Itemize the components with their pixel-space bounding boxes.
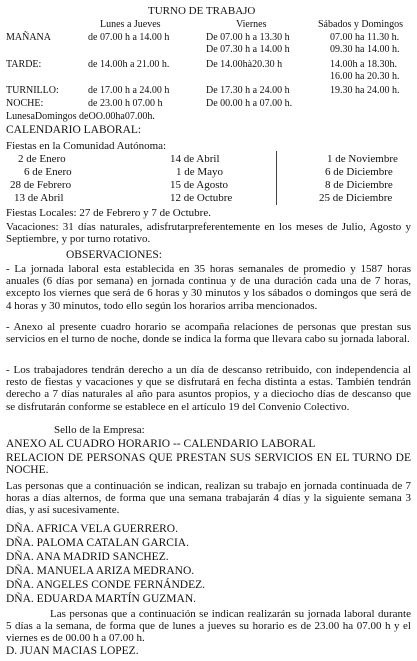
shift-morning-weekdays: de 07.00 h a 14.00 h xyxy=(88,32,170,43)
observation-2: - Anexo al presente cuadro horario se acompaña relaciones de personas que prestan sus servicios en el turno de noche, donde se indica la forma que llevara cabo su jornada laboral. xyxy=(6,321,411,346)
shift-morning-friday-1: De 07.00 h a 13.30 h xyxy=(206,32,290,43)
holiday-cell: 25 de Diciembre xyxy=(319,192,393,204)
shift-label-turnillo: TURNILLO: xyxy=(6,85,59,96)
holidays-intro: Fiestas en la Comunidad Autónoma: xyxy=(6,140,167,152)
shift-turnillo-weekdays: de 17.00 h a 24.00 h xyxy=(88,85,170,96)
local-holidays: Fiestas Locales: 27 de Febrero y 7 de Octubre. xyxy=(6,207,211,219)
observations-title: OBSERVACIONES: xyxy=(66,249,162,261)
holiday-cell: 13 de Abril xyxy=(14,192,64,204)
shift-label-night: NOCHE: xyxy=(6,98,44,109)
holiday-table-divider xyxy=(276,151,277,205)
holiday-cell: 15 de Agosto xyxy=(170,179,229,191)
shift-morning-friday-2: De 07.30 h a 14.00 h xyxy=(206,44,290,55)
holiday-cell: 2 de Enero xyxy=(18,153,66,165)
company-stamp-label: Sello de la Empresa: xyxy=(54,424,145,436)
holiday-cell: 6 de Enero xyxy=(24,166,72,178)
shift-morning-weekend-1: 07.00 ha 11.30 h. xyxy=(330,32,400,43)
holiday-cell: 14 de Abril xyxy=(170,153,220,165)
shift-afternoon-weekdays: de 14.00h a 21.00 h. xyxy=(88,59,170,70)
observation-1: - La jornada laboral esta establecida en 35 horas semanales de promedio y 1587 horas anuales (6 días por semana) en jornada continua y de una duración cada una de 7 horas, excepto los viernes que será de 6 horas y 30 minutos y los sábados o domingos que será de 4 horas y 30 minutos, todo ello según los horarios arriba mencionados. xyxy=(6,263,411,312)
shift-turnillo-weekend: 19.30 ha 24.00 h. xyxy=(330,85,400,96)
annex-subtitle: RELACION DE PERSONAS QUE PRESTAN SUS SERVICIOS EN EL TURNO DE NOCHE. xyxy=(6,452,411,477)
shift-afternoon-weekend-2: 16.00 ha 20.30 h. xyxy=(330,71,400,82)
shift-turnillo-friday: De 17.30 h a 24.00 h xyxy=(206,85,290,96)
night-worker-name-last: D. JUAN MACIAS LOPEZ. xyxy=(6,645,139,657)
shift-afternoon-weekend-1: 14.00h a 18.30h. xyxy=(330,59,397,70)
shift-label-afternoon: TARDE: xyxy=(6,59,42,70)
shift-night-weekdays: de 23.00 h 07.00 h xyxy=(88,98,163,109)
annex-intro: Las personas que a continuación se indican, realizan su trabajo en jornada continuada de 7 horas a días alternos, de forma que una semana trabajarán 4 días y la siguiente semana 3 días, y así sucesivamente. xyxy=(6,480,411,517)
night-worker-name: DÑA. MANUELA ARIZA MEDRANO. xyxy=(6,565,195,577)
holiday-cell: 8 de Diciembre xyxy=(325,179,393,191)
holiday-cell: 28 de Febrero xyxy=(10,179,72,191)
night-worker-name: DÑA. ANA MADRID SANCHEZ. xyxy=(6,551,169,563)
night-worker-name: DÑA. AFRICA VELA GUERRERO. xyxy=(6,523,178,535)
document-title: TURNO DE TRABAJO xyxy=(148,5,256,17)
observation-3: - Los trabajadores tendrán derecho a un día de descanso retribuido, con independencia al resto de fiestas y vacaciones y que se disfrutará en fecha distinta a estas. También tendrán derecho a 7 días naturales al año para asuntos propios, y a dieciocho días de descanso que se disfrutarán conforme se establece en el artículo 19 del Convenio Colectivo. xyxy=(6,364,411,413)
annex-title: ANEXO AL CUADRO HORARIO -- CALENDARIO LABORAL xyxy=(6,438,316,450)
vacations-text: Vacaciones: 31 días naturales, adisfrutarpreferentemente en los meses de Julio, Agosto y Septiembre, y por turno rotativo. xyxy=(6,221,411,246)
col-header-friday: Viernes xyxy=(236,19,267,30)
shift-label-morning: MAÑANA xyxy=(6,32,51,43)
shift-night-friday: De 00.00 h a 07.00 h. xyxy=(206,98,293,109)
calendar-title: CALENDARIO LABORAL: xyxy=(6,124,142,136)
shift-afternoon-friday: De 14.00hà20.30 h xyxy=(206,59,283,70)
holiday-cell: 6 de Diciembre xyxy=(325,166,393,178)
weekend-night-schedule: LunesaDomingos deOO.00ha07.00h. xyxy=(6,111,155,122)
col-header-weekend: Sábados y Domingos xyxy=(318,19,403,30)
night-worker-name: DÑA. ANGELES CONDE FERNÁNDEZ. xyxy=(6,579,206,591)
shift-morning-weekend-2: 09.30 ha 14.00 h. xyxy=(330,44,400,55)
night-worker-name: DÑA. EDUARDA MARTÍN GUZMAN. xyxy=(6,593,197,605)
annex-intro-2: Las personas que a continuación se indican realizarán su jornada laboral durante 5 días a la semana, de forma que de lunes a jueves su horario es de 23.00 ha 07.00 h y el viernes es de 00.00 h a 07.00 h. xyxy=(6,608,411,645)
holiday-cell: 12 de Octubre xyxy=(170,192,233,204)
holiday-cell: 1 de Mayo xyxy=(176,166,224,178)
night-worker-name: DÑA. PALOMA CATALAN GARCIA. xyxy=(6,537,189,549)
holiday-cell: 1 de Noviembre xyxy=(327,153,398,165)
col-header-weekdays: Lunes a Jueves xyxy=(100,19,161,30)
